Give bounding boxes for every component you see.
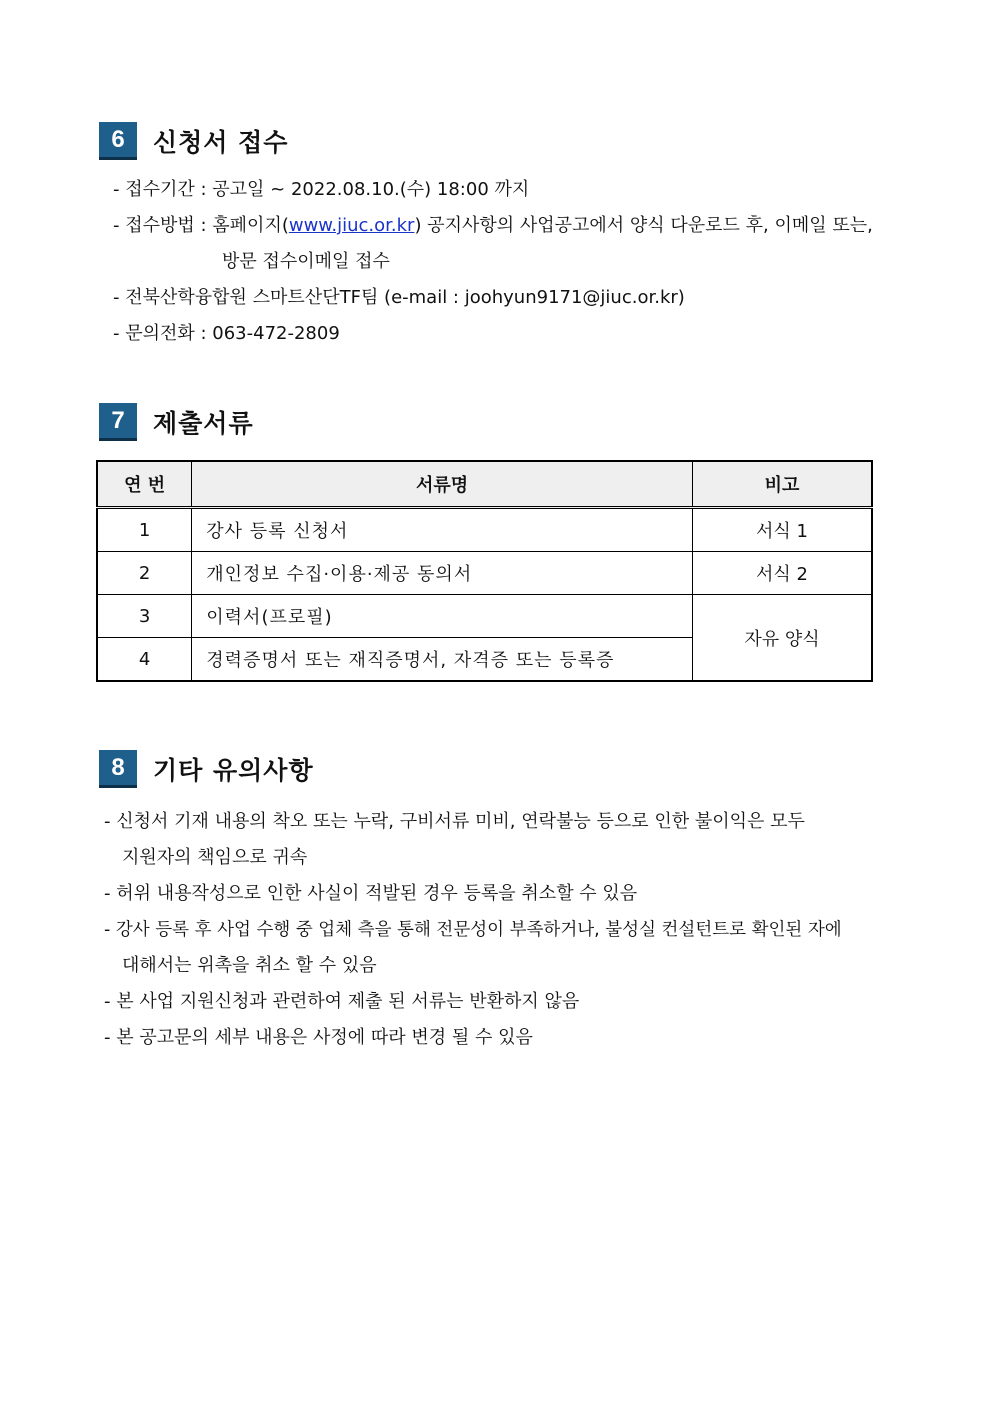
section-title: 제출서류 xyxy=(153,409,254,438)
receipt-period: - 접수기간 : 공고일 ~ 2022.08.10.(수) 18:00 까지 xyxy=(113,179,530,200)
section-title: 신청서 접수 xyxy=(153,128,289,157)
row-number: 2 xyxy=(97,552,192,595)
row-number: 4 xyxy=(97,638,192,682)
document-name: 강사 등록 신청서 xyxy=(192,508,693,552)
receipt-method: - 접수방법 : 홈페이지(www.jiuc.or.kr) 공지사항의 사업공고에서 양식 다운로드 후, 이메일 또는, xyxy=(113,215,873,236)
document-note: 서식 2 xyxy=(692,552,872,595)
section-6-heading xyxy=(99,122,288,160)
section-7-heading xyxy=(99,403,254,441)
homepage-link[interactable]: www.jiuc.or.kr xyxy=(288,215,415,236)
contact-phone: - 문의전화 : 063-472-2809 xyxy=(113,323,340,344)
column-header-note: 비고 xyxy=(692,461,872,508)
notice-item: - 강사 등록 후 사업 수행 중 업체 측을 통해 전문성이 부족하거나, 불성실 컨설턴트로 확인된 자에 xyxy=(104,920,842,940)
section-number-badge: 8 xyxy=(99,750,137,788)
notice-item: - 본 사업 지원신청과 관련하여 제출 된 서류는 반환하지 않음 xyxy=(104,991,580,1012)
notice-item: - 허위 내용작성으로 인한 사실이 적발된 경우 등록을 취소할 수 있음 xyxy=(104,883,638,904)
notice-item: - 신청서 기재 내용의 착오 또는 누락, 구비서류 미비, 연락불능 등으로 인한 불이익은 모두 xyxy=(104,811,805,832)
row-number: 1 xyxy=(97,508,192,552)
section-title: 기타 유의사항 xyxy=(153,756,314,785)
row-number: 3 xyxy=(97,595,192,638)
receipt-method-continued: 방문 접수이메일 접수 xyxy=(222,251,390,272)
documents-table xyxy=(96,460,873,682)
document-name: 이력서(프로필) xyxy=(192,595,693,638)
document-note: 자유 양식 xyxy=(692,595,872,682)
column-header-document: 서류명 xyxy=(192,461,693,508)
notice-item-continued: 지원자의 책임으로 귀속 xyxy=(122,847,308,868)
notice-item: - 본 공고문의 세부 내용은 사정에 따라 변경 될 수 있음 xyxy=(104,1027,533,1048)
table-row xyxy=(97,508,872,552)
table-row xyxy=(97,595,872,638)
section-number-badge: 7 xyxy=(99,403,137,441)
contact-email: - 전북산학융합원 스마트산단TF팀 (e-mail : joohyun9171@jiuc.or.kr) xyxy=(113,287,685,308)
column-header-number: 연 번 xyxy=(97,461,192,508)
document-name: 개인정보 수집·이용·제공 동의서 xyxy=(192,552,693,595)
table-row xyxy=(97,552,872,595)
table-header-row xyxy=(97,461,872,508)
document-note: 서식 1 xyxy=(692,508,872,552)
notice-item-continued: 대해서는 위촉을 취소 할 수 있음 xyxy=(122,955,377,976)
section-8-heading xyxy=(99,750,314,788)
section-number-badge: 6 xyxy=(99,122,137,160)
document-name: 경력증명서 또는 재직증명서, 자격증 또는 등록증 xyxy=(192,638,693,682)
